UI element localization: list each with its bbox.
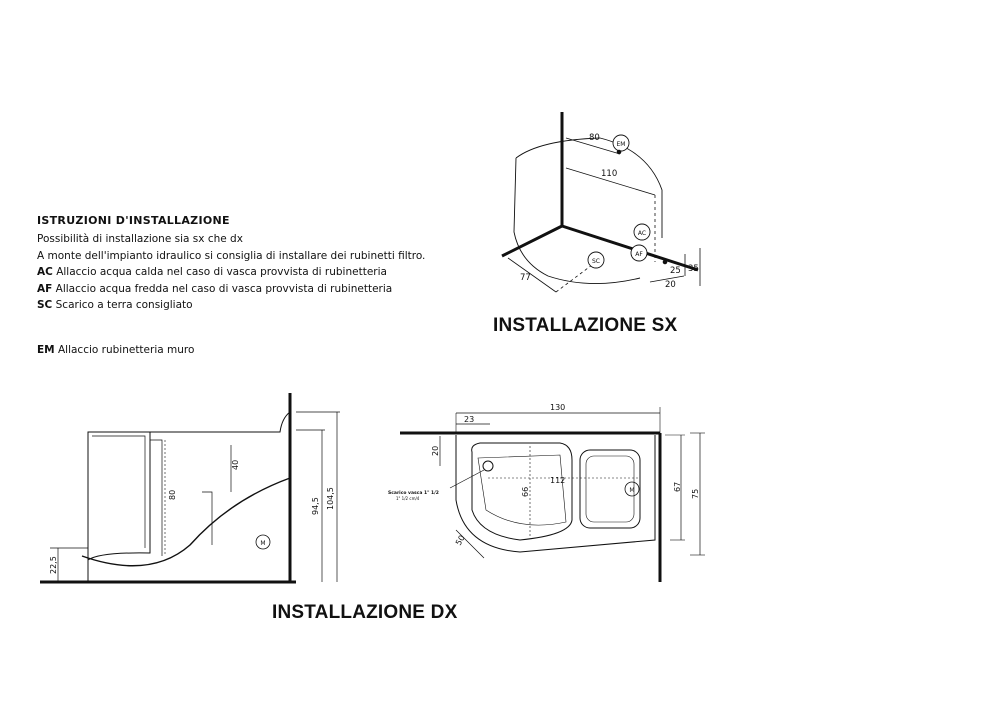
side-step bbox=[202, 492, 212, 545]
plan-dim-66: 66 bbox=[521, 486, 530, 497]
legend-em-text: Allaccio rubinetteria muro bbox=[57, 344, 195, 356]
side-dim-94-5: 94,5 bbox=[311, 497, 320, 515]
legend-ac-code: AC bbox=[37, 266, 53, 278]
plan-labels bbox=[388, 403, 700, 547]
plan-seat-inner bbox=[586, 456, 634, 522]
iso-dim-25: 25 bbox=[670, 266, 681, 276]
legend-sc-text: Scarico a terra consigliato bbox=[55, 299, 193, 311]
plan-drain-leader bbox=[450, 470, 484, 488]
iso-dim-20: 20 bbox=[665, 280, 676, 290]
marker-af-label: AF bbox=[635, 251, 643, 258]
plan-dim-67: 67 bbox=[673, 481, 682, 492]
iso-view bbox=[502, 112, 700, 292]
iso-dim-sc-dashed bbox=[556, 262, 596, 292]
side-panel-inner bbox=[150, 440, 162, 556]
side-door-outline bbox=[88, 432, 150, 582]
side-seat-curve bbox=[82, 478, 290, 566]
plan-dim-23: 23 bbox=[464, 415, 475, 424]
legend-sc-code: SC bbox=[37, 299, 53, 311]
side-dim-104-5: 104,5 bbox=[326, 487, 335, 510]
instructions-line-1: Possibilità di installazione sia sx che dx bbox=[37, 233, 243, 245]
iso-dim-80: 80 bbox=[589, 133, 600, 143]
iso-dim-35: 35 bbox=[688, 264, 699, 274]
plan-drain-sub: 1" 1/2 cm/4 bbox=[396, 496, 420, 501]
legend-em-code: EM bbox=[37, 344, 55, 356]
plan-motor-label: M bbox=[629, 487, 635, 494]
side-door-inner bbox=[92, 436, 145, 548]
plan-dim-75: 75 bbox=[691, 488, 700, 499]
legend-ac-text: Allaccio acqua calda nel caso di vasca provvista di rubinetteria bbox=[56, 266, 387, 278]
iso-dim-110: 110 bbox=[601, 169, 618, 179]
side-motor-label: M bbox=[260, 540, 266, 547]
legend-af-code: AF bbox=[37, 282, 53, 295]
side-dim-40: 40 bbox=[231, 459, 240, 470]
side-view bbox=[40, 393, 340, 582]
iso-floor-edge-left bbox=[502, 226, 562, 256]
af-point bbox=[663, 260, 667, 264]
side-labels bbox=[49, 460, 335, 574]
marker-sc-label: SC bbox=[592, 258, 600, 265]
iso-dim-77-line bbox=[508, 258, 556, 292]
caption-installazione-sx: INSTALLAZIONE SX bbox=[493, 315, 678, 336]
caption-installazione-dx: INSTALLAZIONE DX bbox=[272, 602, 458, 623]
iso-tub-outline-front bbox=[514, 158, 640, 284]
instructions-heading: ISTRUZIONI D'INSTALLAZIONE bbox=[37, 214, 230, 227]
plan-dim-112: 112 bbox=[550, 476, 566, 485]
plan-dim-20: 20 bbox=[431, 445, 440, 456]
plan-drain bbox=[483, 461, 493, 471]
plan-tub-outer bbox=[453, 435, 655, 552]
plan-drain-label: Scarico vasca 1" 1/2 bbox=[388, 491, 439, 496]
plan-view bbox=[400, 407, 705, 582]
plan-dim-130: 130 bbox=[550, 403, 566, 412]
iso-dim-77: 77 bbox=[520, 273, 531, 283]
em-point bbox=[617, 150, 621, 154]
side-rim bbox=[150, 412, 290, 432]
legend-af-text: Allaccio acqua fredda nel caso di vasca provvista di rubinetteria bbox=[55, 282, 393, 295]
side-dim-80: 80 bbox=[168, 489, 177, 500]
iso-tub-outline-top bbox=[516, 138, 662, 238]
plan-dim-50: 50 bbox=[453, 533, 467, 547]
iso-floor-edge-right bbox=[562, 226, 698, 270]
marker-ac-label: AC bbox=[637, 230, 647, 237]
iso-labels bbox=[520, 133, 699, 290]
side-dim-22-5: 22,5 bbox=[49, 556, 58, 574]
instructions-line-2: A monte dell'impianto idraulico si consiglia di installare dei rubinetti filtro. bbox=[37, 249, 426, 262]
marker-em-label: EM bbox=[616, 141, 626, 148]
